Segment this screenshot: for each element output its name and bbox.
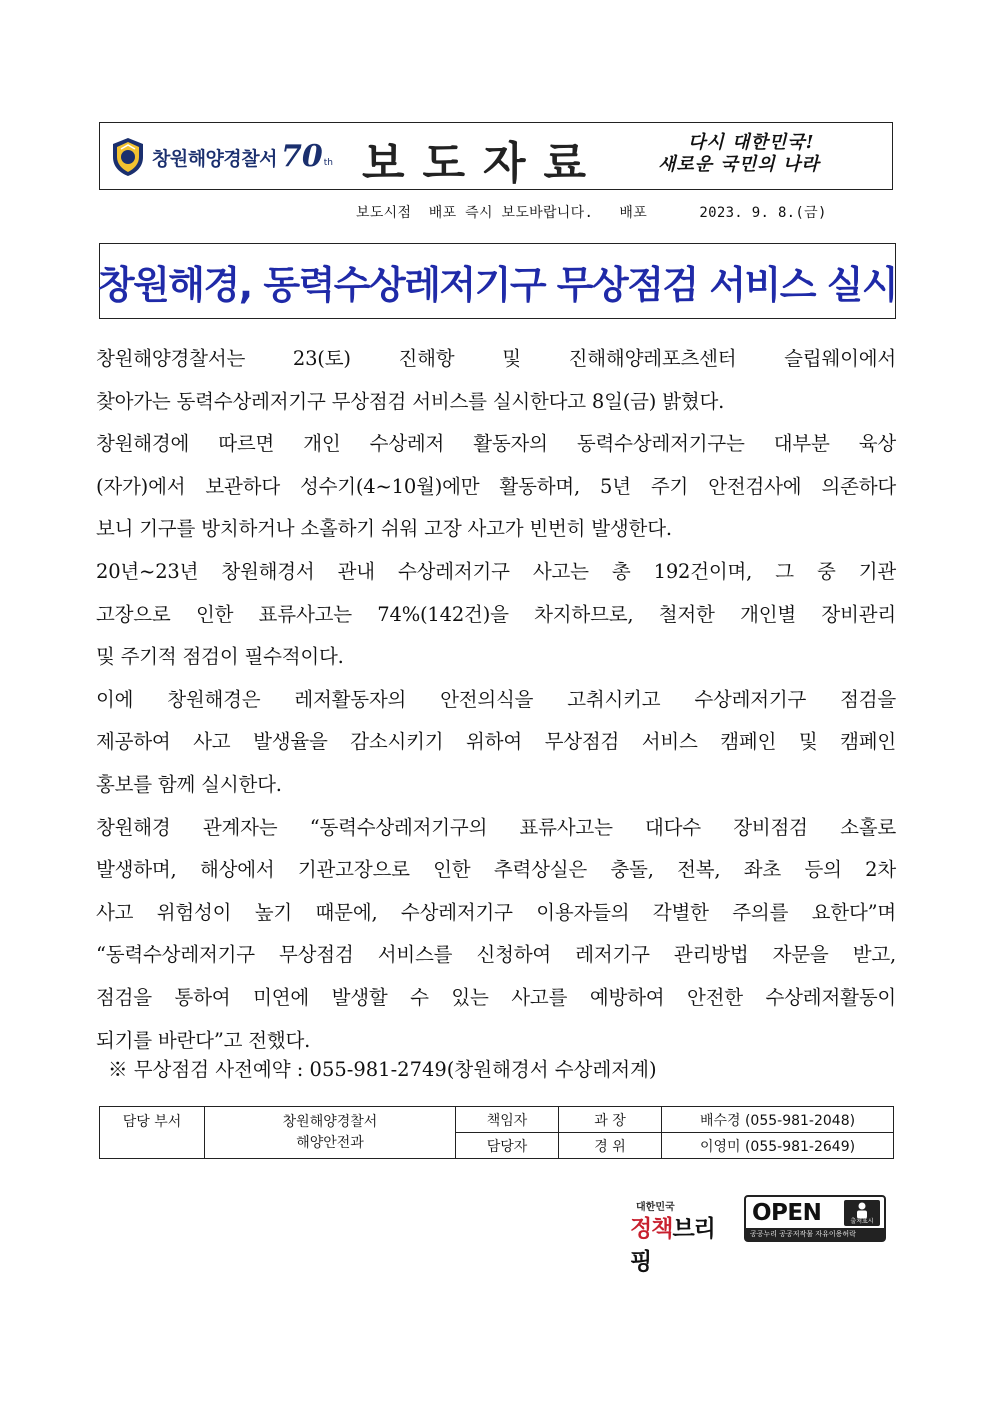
attribution-label: 출처표시 <box>850 1218 874 1225</box>
dept-name-line-2: 해양안전과 <box>296 1134 364 1151</box>
slogan-line-1: 다시 대한민국! <box>688 132 815 153</box>
org-name: 창원해양경찰서 <box>152 147 277 170</box>
body-line: “동력수상레저기구 무상점검 서비스를 신청하여 레저기구 관리방법 자문을 받고, <box>96 943 896 967</box>
dept-name-cell <box>205 1107 456 1159</box>
body-line: 보니 기구를 방치하거나 소홀하기 쉬워 고장 사고가 빈번히 발생한다. <box>96 517 672 541</box>
body-line: 창원해양경찰서는 23(토) 진해항 및 진해해양레포츠센터 슬립웨이에서 <box>96 347 896 370</box>
dept-name-line-1: 창원해양경찰서 <box>282 1113 378 1130</box>
body-line: 찾아가는 동력수상레저기구 무상점검 서비스를 실시한다고 8일(금) 밝혔다. <box>96 389 725 413</box>
body-line: 홍보를 함께 실시한다. <box>96 772 282 796</box>
anniversary-suffix: th <box>323 158 333 168</box>
role-cell: 담당자 <box>456 1133 559 1159</box>
body-line: 발생하며, 해상에서 기관고장으로 인한 추력상실은 충돌, 전복, 좌초 등의 2차 <box>96 858 896 882</box>
role-cell: 책임자 <box>456 1107 559 1133</box>
person-cell: 이영미 (055-981-2649) <box>662 1133 894 1159</box>
body-line: 되기를 바란다”고 전했다. <box>96 1028 311 1052</box>
position-cell: 경 위 <box>559 1133 662 1159</box>
attribution-icon <box>844 1200 880 1226</box>
article-body <box>96 338 896 1062</box>
briefing-small-text: 대한민국 <box>636 1202 675 1213</box>
anniversary-mark <box>280 139 333 174</box>
open-subtitle: 공공누리 공공저작물 자유이용허락 <box>746 1228 884 1240</box>
briefing-big-text-a: 정책 <box>630 1216 673 1242</box>
open-text: OPEN <box>752 1200 822 1226</box>
headline-box <box>99 243 896 319</box>
position-cell: 과 장 <box>559 1107 662 1133</box>
org-logo <box>110 133 333 181</box>
body-line: 및 주기적 점검이 필수적이다. <box>96 645 344 669</box>
briefing-big-text <box>630 1210 736 1276</box>
slogan <box>648 132 878 176</box>
headline: 창원해경, 동력수상레저기구 무상점검 서비스 실시 <box>97 262 898 307</box>
press-header <box>99 122 893 190</box>
policy-briefing-logo <box>630 1198 736 1275</box>
body-line: 점검을 통하여 미연에 발생할 수 있는 사고를 예방하여 안전한 수상레저활동이 <box>96 985 896 1009</box>
body-line: 이에 창원해경은 레저활동자의 안전의식을 고취시키고 수상레저기구 점검을 <box>96 687 896 711</box>
kogl-open-badge <box>744 1195 886 1242</box>
contact-table <box>99 1106 894 1159</box>
release-info: 보도시점 배포 즉시 보도바랍니다. 배포 2023. 9. 8.(금) <box>356 205 827 221</box>
briefing-big-text-b: 브리핑 <box>630 1216 715 1275</box>
table-row <box>100 1107 894 1133</box>
body-line: 창원해경에 따르면 개인 수상레저 활동자의 동력수상레저기구는 대부분 육상 <box>96 432 896 456</box>
dept-label-cell: 담당 부서 <box>100 1107 205 1159</box>
slogan-line-2: 새로운 국민의 나라 <box>658 154 820 175</box>
body-line: (자가)에서 보관하다 성수기(4~10월)에만 활동하며, 5년 주기 안전검사에 의존하다 <box>96 474 896 498</box>
body-line: 창원해경 관계자는 “동력수상레저기구의 표류사고는 대다수 장비점검 소홀로 <box>96 815 896 839</box>
person-cell: 배수경 (055-981-2048) <box>662 1107 894 1133</box>
body-line: 고장으로 인한 표류사고는 74%(142건)을 차지하므로, 철저한 개인별 장비관리 <box>96 602 896 626</box>
coast-guard-emblem-icon <box>110 137 146 177</box>
anniversary-number: 70 <box>280 139 323 174</box>
body-line: 제공하여 사고 발생율을 감소시키기 위하여 무상점검 서비스 캠페인 및 캠페인 <box>96 730 896 754</box>
body-line: 사고 위험성이 높기 때문에, 수상레저기구 이용자들의 각별한 주의를 요한다”며 <box>96 900 896 924</box>
press-release-title: 보도자료 <box>362 138 605 189</box>
body-line: 20년~23년 창원해경서 관내 수상레저기구 사고는 총 192건이며, 그 중 기관 <box>96 559 896 583</box>
reservation-note: ※ 무상점검 사전예약 : 055-981-2749(창원해경서 수상레저계) <box>108 1058 657 1081</box>
